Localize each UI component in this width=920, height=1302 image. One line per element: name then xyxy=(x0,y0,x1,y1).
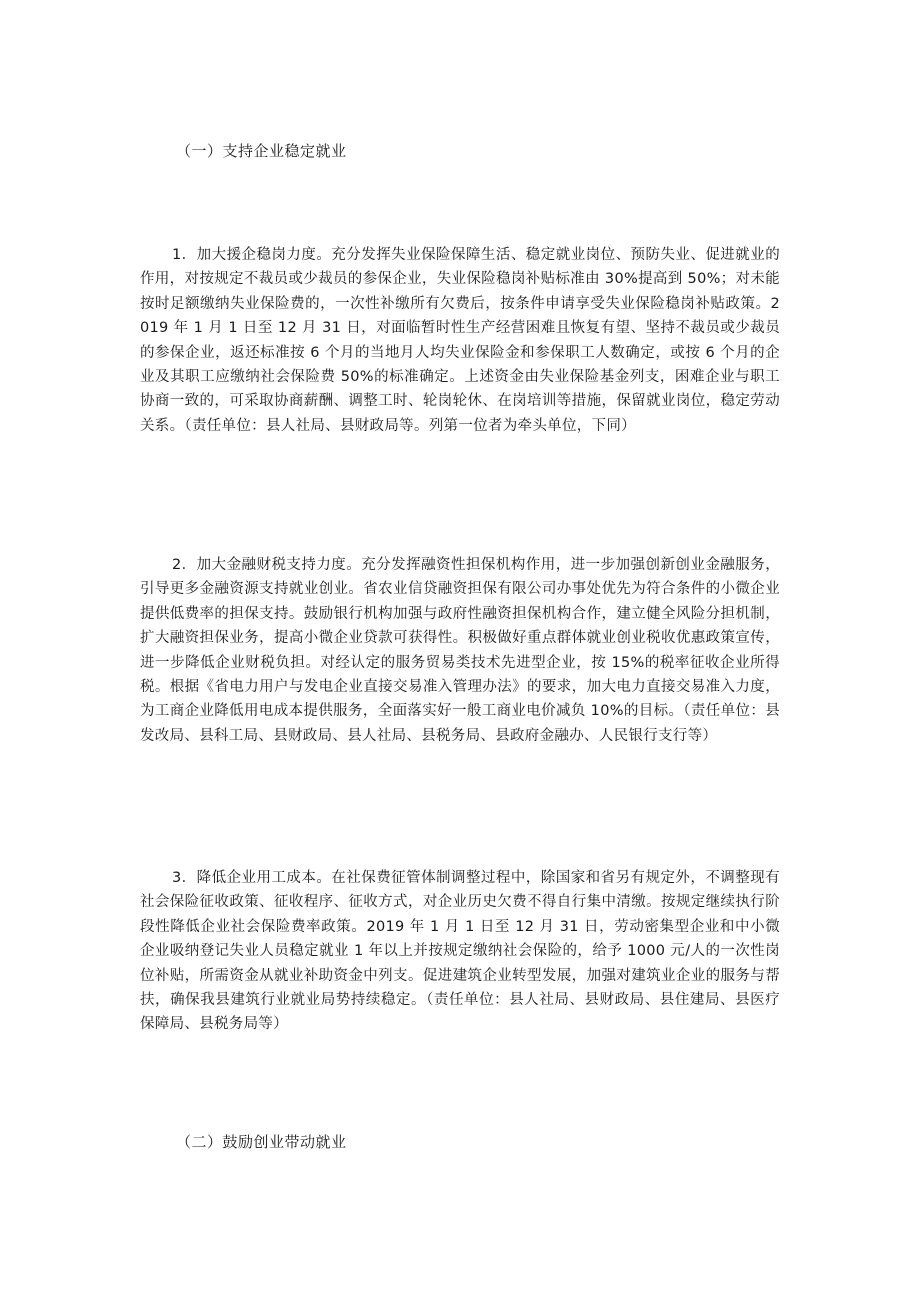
section-heading-1: （一）支持企业稳定就业 xyxy=(176,142,347,160)
paragraph-1: 1．加大援企稳岗力度。充分发挥失业保险保障生活、稳定就业岗位、预防失业、促进就业的作用，对按规定不裁员或少裁员的参保企业，失业保险稳岗补贴标准由 30%提高到 50%；对未能按时足额缴纳失业保险费的，一次性补缴所有欠费后，按条件申请享受失业保险稳岗补贴政策。2019 年 1 月 1 日至 12 月 31 日，对面临暂时性生产经营困难且恢复有望、坚持不裁员或少裁员的参保企业，返还标准按 6 个月的当地月人均失业保险金和参保职工人数确定，或按 6 个月的企业及其职工应缴纳社会保险费 50%的标准确定。上述资金由失业保险基金列支，困难企业与职工协商一致的，可采取协商薪酬、调整工时、轮岗轮休、在岗培训等措施，保留就业岗位，稳定劳动关系。（责任单位：县人社局、县财政局等。列第一位者为牵头单位，下同） xyxy=(140,247,780,434)
section-heading-2: （二）鼓励创业带动就业 xyxy=(176,1133,347,1151)
paragraph-3: 3．降低企业用工成本。在社保费征管体制调整过程中，除国家和省另有规定外，不调整现有社会保险征收政策、征收程序、征收方式，对企业历史欠费不得自行集中清缴。按规定继续执行阶段性降低企业社会保险费率政策。2019 年 1 月 1 日至 12 月 31 日，劳动密集型企业和中小微企业吸纳登记失业人员稳定就业 1 年以上并按规定缴纳社会保险的，给予 1000 元/人的一次性岗位补贴，所需资金从就业补助资金中列支。促进建筑企业转型发展，加强对建筑业企业的服务与帮扶，确保我县建筑行业就业局势持续稳定。（责任单位：县人社局、县财政局、县住建局、县医疗保障局、县税务局等） xyxy=(140,870,780,1033)
paragraph-2: 2．加大金融财税支持力度。充分发挥融资性担保机构作用，进一步加强创新创业金融服务，引导更多金融资源支持就业创业。省农业信贷融资担保有限公司办事处优先为符合条件的小微企业提供低费率的担保支持。鼓励银行机构加强与政府性融资担保机构合作，建立健全风险分担机制，扩大融资担保业务，提高小微企业贷款可获得性。积极做好重点群体就业创业税收优惠政策宣传，进一步降低企业财税负担。对经认定的服务贸易类技术先进型企业，按 15%的税率征收企业所得税。根据《省电力用户与发电企业直接交易准入管理办法》的要求，加大电力直接交易准入力度，为工商企业降低用电成本提供服务，全面落实好一般工商业电价减负 10%的目标。（责任单位：县发改局、县科工局、县财政局、县人社局、县税务局、县政府金融办、人民银行支行等） xyxy=(140,557,780,744)
